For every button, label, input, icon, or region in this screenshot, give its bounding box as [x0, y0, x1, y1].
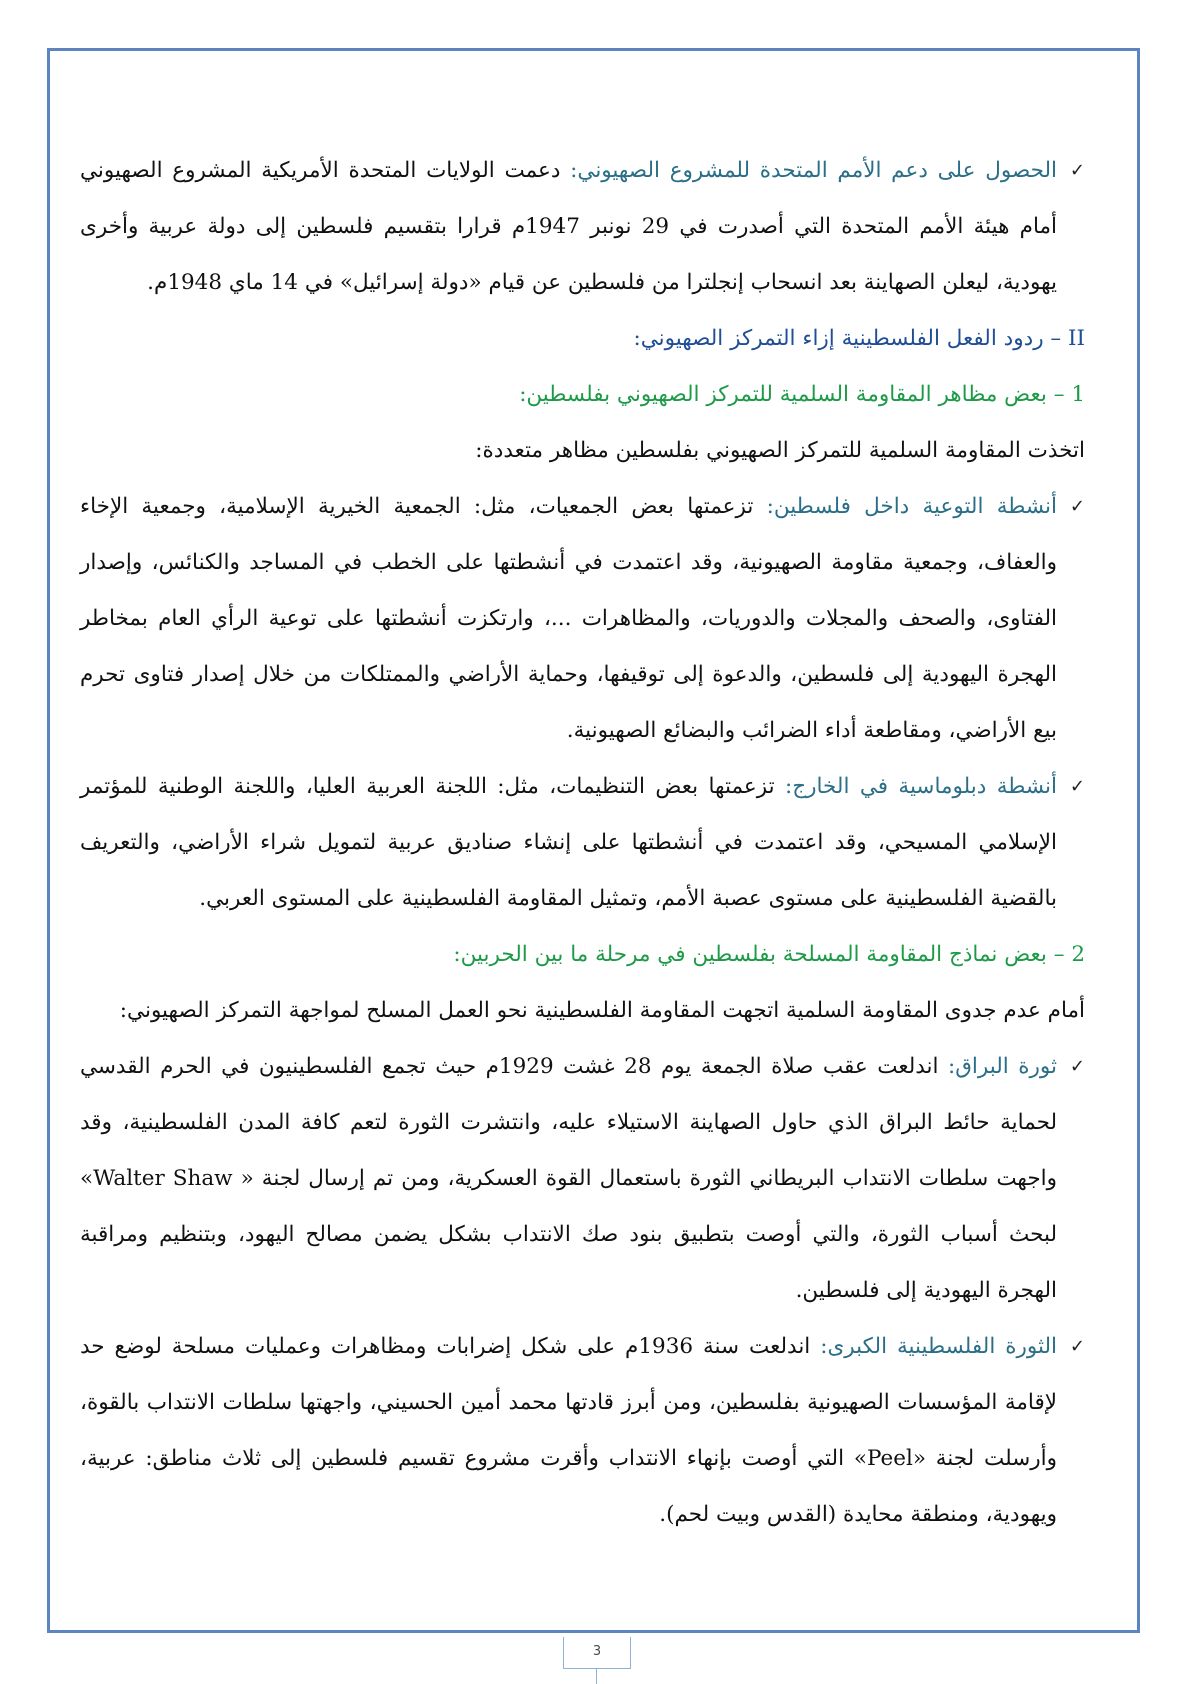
- list-item: [80, 1039, 1085, 1319]
- item-keyword: أنشطة التوعية داخل فلسطين:: [766, 494, 1057, 519]
- item-keyword: ثورة البراق:: [947, 1054, 1057, 1079]
- item-keyword: أنشطة دبلوماسية في الخارج:: [784, 774, 1057, 799]
- item-text: تزعمتها بعض الجمعيات، مثل: الجمعية الخيرية الإسلامية، وجمعية الإخاء والعفاف، وجمعية مقاومة الصهيونية، وقد اعتمدت في أنشطتها على الخطب في المساجد والكنائس، وإصدار الفتاوى، والصحف والمجلات والدوريات، والمظاهرات ...، وارتكزت أنشطتها على توعية الرأي العام بمخاطر الهجرة اليهودية إلى فلسطين، والدعوة إلى توقيفها، وحماية الأراضي والممتلكات من خلال إصدار فتاوى تحرم بيع الأراضي، ومقاطعة أداء الضرائب والبضائع الصهيونية.: [80, 494, 1057, 743]
- item-text: اندلعت عقب صلاة الجمعة يوم 28 غشت 1929م حيث تجمع الفلسطينيون في الحرم القدسي لحماية حائط البراق الذي حاول الصهاينة الاستيلاء عليه، وانتشرت الثورة لتعم كافة المدن الفلسطينية، وقد واجهت سلطات الانتداب البريطاني الثورة باستعمال القوة العسكرية، ومن تم إرسال لجنة « Walter Shaw» لبحث أسباب الثورة، والتي أوصت بتطبيق بنود صك الانتداب بشكل يضمن مصالح اليهود، وبتنظيم ومراقبة الهجرة اليهودية إلى فلسطين.: [80, 1054, 1057, 1303]
- subsection-heading: 2 – بعض نماذج المقاومة المسلحة بفلسطين في مرحلة ما بين الحربين:: [453, 942, 1085, 967]
- item-text: تزعمتها بعض التنظيمات، مثل: اللجنة العربية العليا، واللجنة الوطنية للمؤتمر الإسلامي المسيحي، وقد اعتمدت في أنشطتها على إنشاء صناديق عربية لتمويل شراء الأراضي، والتعريف بالقضية الفلسطينية على مستوى عصبة الأمم، وتمثيل المقاومة الفلسطينية على المستوى العربي.: [80, 774, 1057, 911]
- list-item: [80, 1319, 1085, 1543]
- item-keyword: الثورة الفلسطينية الكبرى:: [820, 1334, 1057, 1359]
- checkmark-icon: ✓: [1069, 496, 1085, 517]
- list-item: [80, 479, 1085, 759]
- item-keyword: الحصول على دعم الأمم المتحدة للمشروع الصهيوني:: [570, 158, 1058, 183]
- page-number: 3: [563, 1637, 631, 1669]
- paragraph: اتخذت المقاومة السلمية للتمركز الصهيوني بفلسطين مظاهر متعددة:: [475, 438, 1085, 463]
- checkmark-icon: ✓: [1069, 160, 1085, 181]
- checkmark-icon: ✓: [1069, 1336, 1085, 1357]
- section-heading: II – ردود الفعل الفلسطينية إزاء التمركز الصهيوني:: [633, 326, 1085, 351]
- paragraph: أمام عدم جدوى المقاومة السلمية اتجهت المقاومة الفلسطينية نحو العمل المسلح لمواجهة التمركز الصهيوني:: [119, 998, 1085, 1023]
- list-item: [80, 759, 1085, 927]
- page-number-connector: [596, 1669, 597, 1684]
- item-text: دعمت الولايات المتحدة الأمريكية المشروع الصهيوني أمام هيئة الأمم المتحدة التي أصدرت في 29 نونبر 1947م قرارا بتقسيم فلسطين إلى دولة عربية وأخرى يهودية، ليعلن الصهاينة بعد انسحاب إنجلترا من فلسطين عن قيام «دولة إسرائيل» في 14 ماي 1948م.: [80, 158, 1057, 295]
- document-body: [80, 143, 1085, 1543]
- list-item: [80, 143, 1085, 311]
- subsection-heading: 1 – بعض مظاهر المقاومة السلمية للتمركز الصهيوني بفلسطين:: [519, 382, 1085, 407]
- item-text: اندلعت سنة 1936م على شكل إضرابات ومظاهرات وعمليات مسلحة لوضع حد لإقامة المؤسسات الصهيونية بفلسطين، ومن أبرز قادتها محمد أمين الحسيني، واجهتها سلطات الانتداب بالقوة، وأرسلت لجنة «Peel» التي أوصت بإنهاء الانتداب وأقرت مشروع تقسيم فلسطين إلى ثلاث مناطق: عربية، ويهودية، ومنطقة محايدة (القدس وبيت لحم).: [80, 1334, 1057, 1527]
- checkmark-icon: ✓: [1069, 1056, 1085, 1077]
- checkmark-icon: ✓: [1069, 776, 1085, 797]
